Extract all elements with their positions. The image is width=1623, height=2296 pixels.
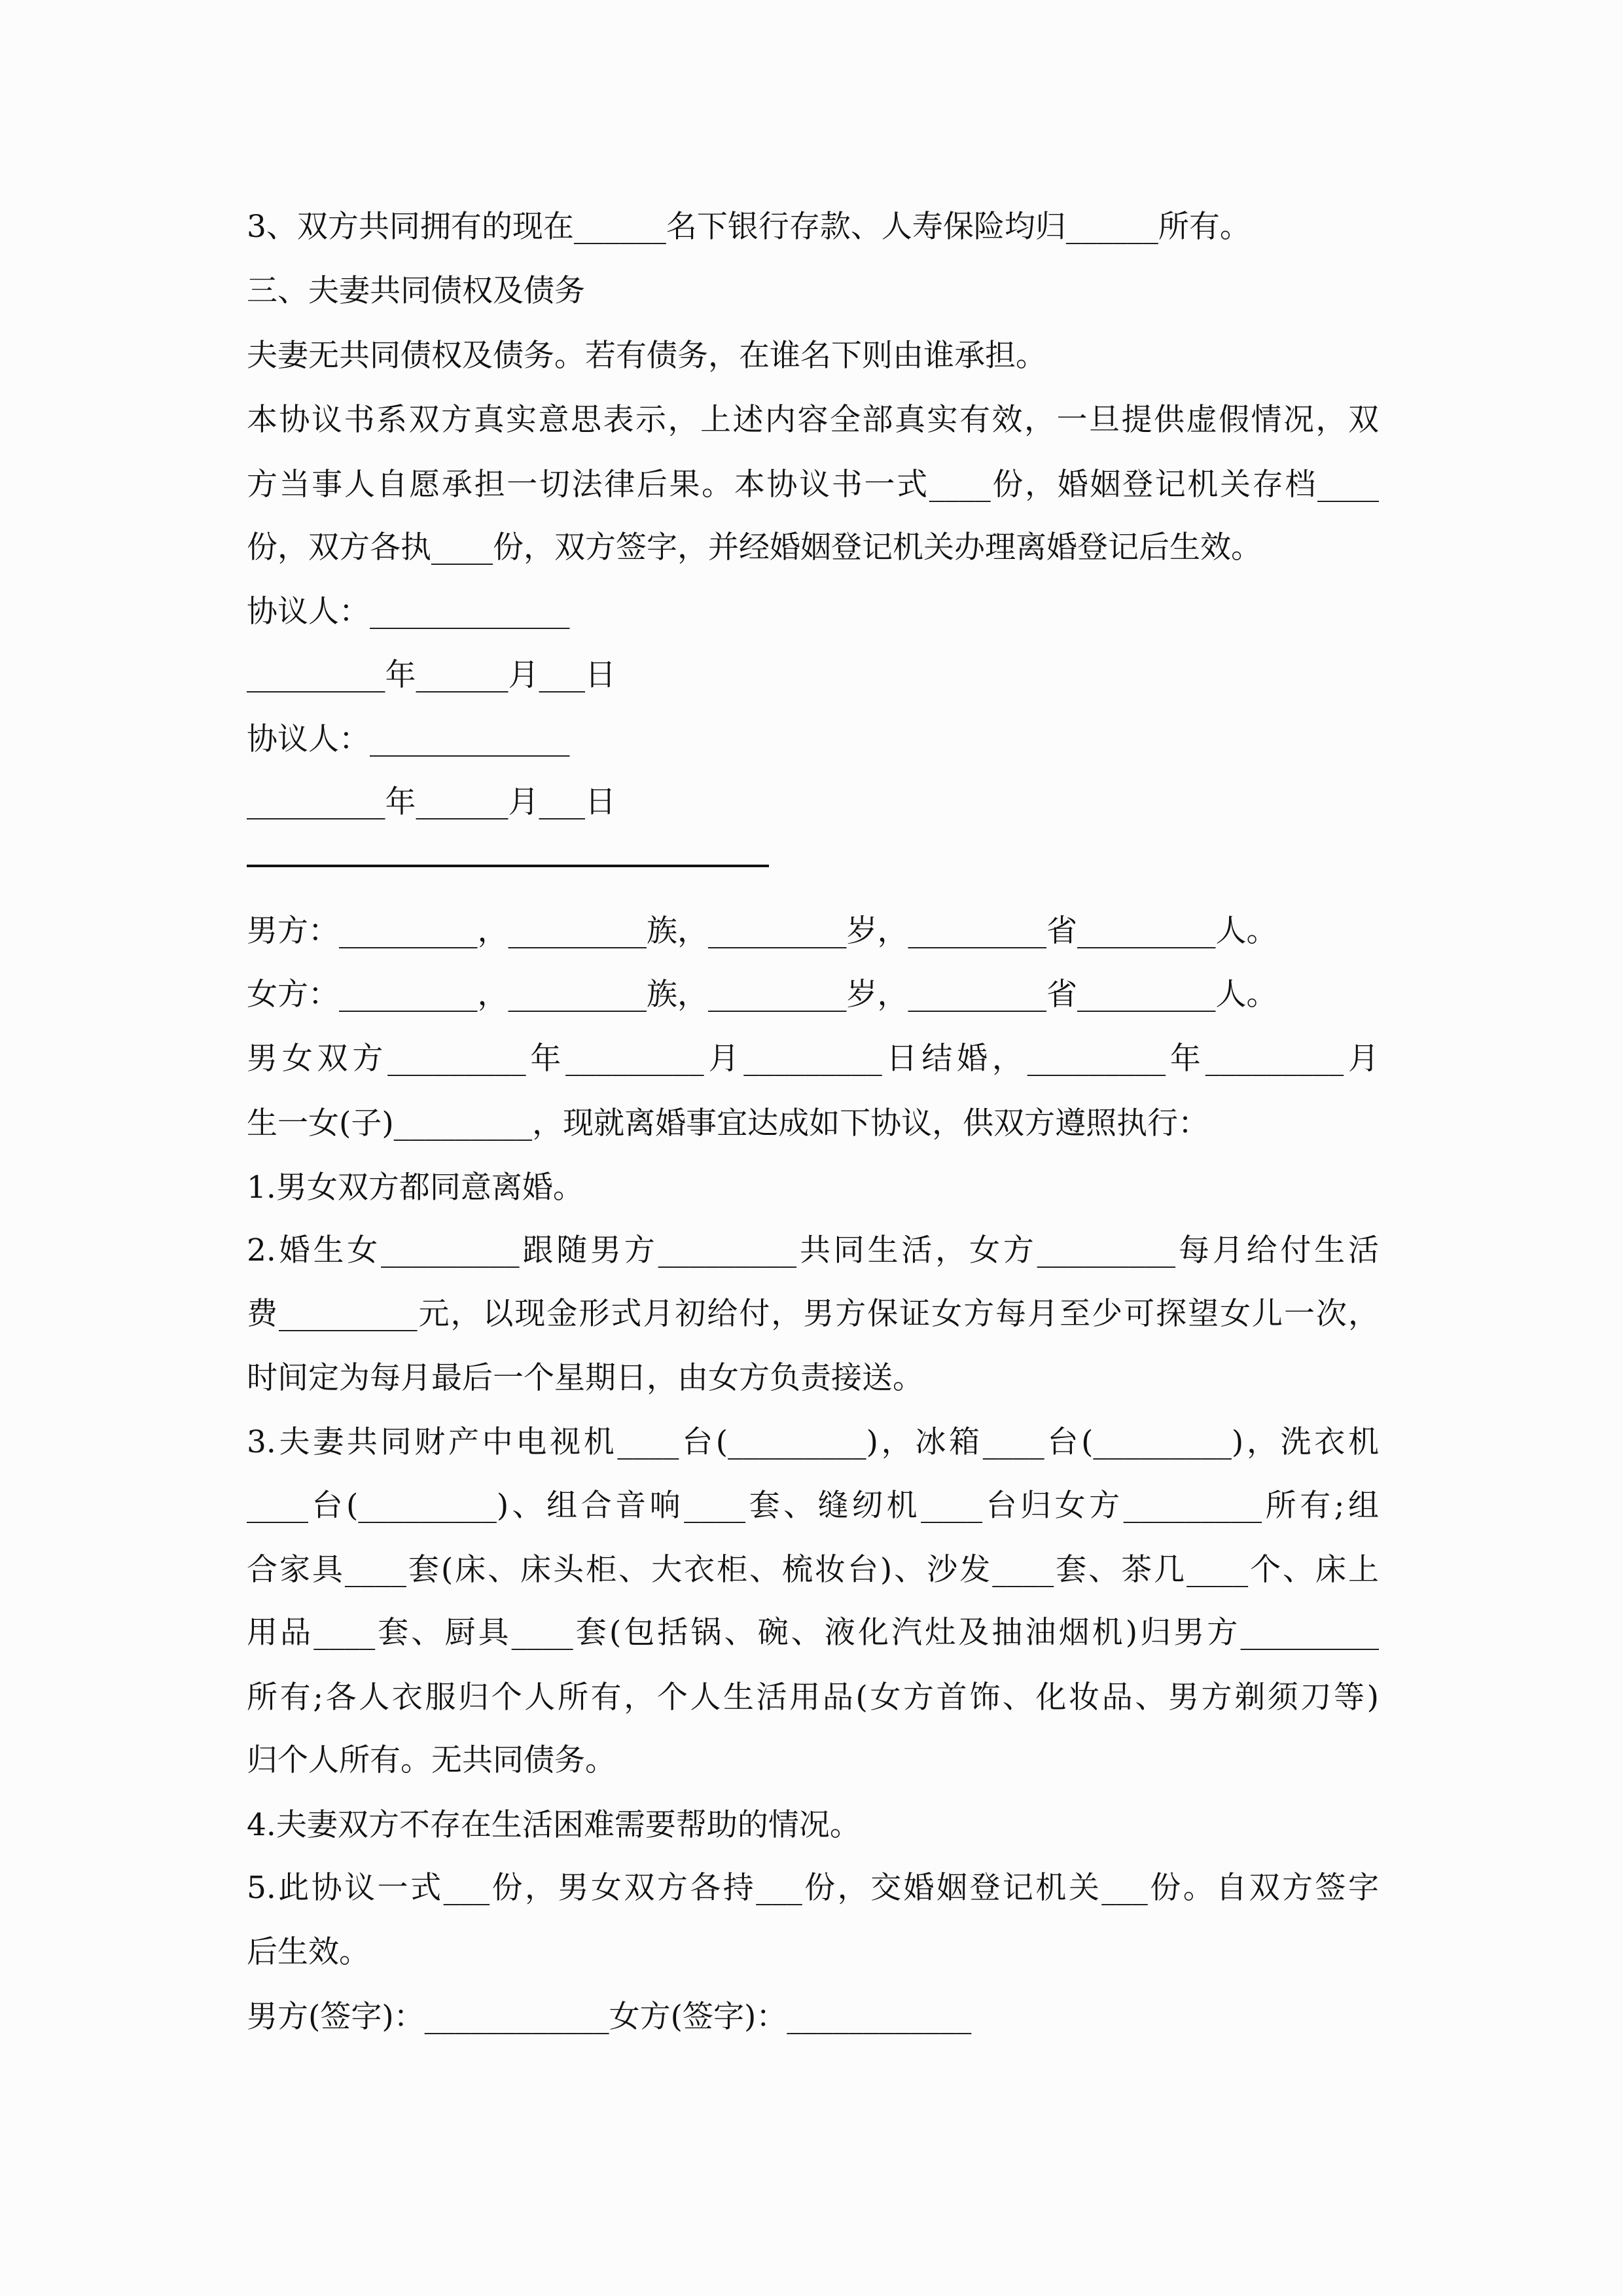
marriage-info-line-1: 男女双方_________年_________月_________日结婚，_________年_________月 [247, 1041, 1379, 1077]
item-2-custody-line-2: 费_________元，以现金形式月初给付，男方保证女方每月至少可探望女儿一次， [247, 1296, 1379, 1332]
male-party-info: 男方：_________，_________族，_________岁，_________省_________人。 [247, 913, 1277, 949]
clause-3-bank-deposits: 3、双方共同拥有的现在______名下银行存款、人寿保险均归______所有。 [247, 209, 1251, 245]
item-3-property-line-1: 3.夫妻共同财产中电视机____台(_________)，冰箱____台(_________)，洗衣机 [247, 1424, 1379, 1460]
section-heading-debts: 三、夫妻共同债权及债务 [247, 273, 585, 309]
item-2-custody-line-1: 2.婚生女_________跟随男方_________共同生活，女方_________每月给付生活 [247, 1232, 1379, 1268]
item-1-agree-divorce: 1.男女双方都同意离婚。 [247, 1170, 584, 1206]
section-separator-rule [247, 865, 769, 867]
signature-fields: 男方(签字)：____________女方(签字)：____________ [247, 1999, 972, 2035]
female-party-info: 女方：_________，_________族，_________岁，_________省_________人。 [247, 977, 1277, 1013]
item-3-property-line-3: 合家具____套(床、床头柜、大衣柜、梳妆台)、沙发____套、茶几____个、床上 [247, 1552, 1379, 1588]
item-3-property-line-2: ____台(_________)、组合音响____套、缝纫机____台归女方_________所有;组 [247, 1488, 1379, 1524]
debts-paragraph: 夫妻无共同债权及债务。若有债务，在谁名下则由谁承担。 [247, 338, 1046, 374]
item-3-property-line-4: 用品____套、厨具____套(包括锅、碗、液化汽灶及抽油烟机)归男方_________ [247, 1615, 1379, 1651]
item-5-copies-line-2: 后生效。 [247, 1934, 370, 1970]
signatory-2-field: 协议人：_____________ [247, 721, 570, 757]
item-5-copies-line-1: 5.此协议一式___份，男女双方各持___份，交婚姻登记机关___份。自双方签字 [247, 1870, 1379, 1906]
declaration-paragraph-line-3: 份，双方各执____份，双方签字，并经婚姻登记机关办理离婚登记后生效。 [247, 529, 1262, 565]
declaration-paragraph-line-2: 方当事人自愿承担一切法律后果。本协议书一式____份，婚姻登记机关存档____ [247, 467, 1379, 503]
declaration-paragraph-line-1: 本协议书系双方真实意思表示，上述内容全部真实有效，一旦提供虚假情况，双 [247, 402, 1379, 438]
item-4-no-hardship: 4.夫妻双方不存在生活困难需要帮助的情况。 [247, 1807, 861, 1843]
item-3-property-line-6: 归个人所有。无共同债务。 [247, 1742, 616, 1778]
item-3-property-line-5: 所有;各人衣服归个人所有，个人生活用品(女方首饰、化妆品、男方剃须刀等) [247, 1679, 1379, 1715]
item-2-custody-line-3: 时间定为每月最后一个星期日，由女方负责接送。 [247, 1360, 923, 1396]
signatory-1-date-field: _________年______月___日 [247, 657, 616, 693]
signatory-1-field: 协议人：_____________ [247, 594, 570, 630]
signatory-2-date-field: _________年______月___日 [247, 784, 616, 820]
marriage-info-line-2: 生一女(子)_________，现就离婚事宜达成如下协议，供双方遵照执行： [247, 1105, 1209, 1141]
